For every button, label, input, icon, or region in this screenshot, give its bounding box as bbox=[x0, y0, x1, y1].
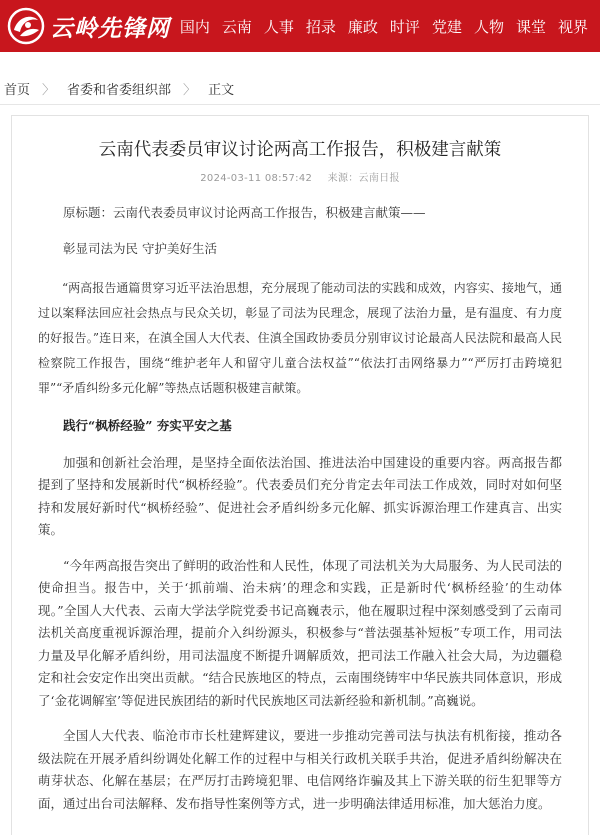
nav-item-commentary[interactable]: 时评 bbox=[389, 17, 420, 36]
article-body bbox=[38, 202, 562, 815]
article-paragraph: “今年两高报告突出了鲜明的政治性和人民性，体现了司法机关为大局服务、为人民司法的使命担当。报告中，关于‘抓前端、治未病’的理念和实践，正是新时代‘枫桥经验’的生动体现。”全国人大代表、云南大学法学院党委书记高巍表示，他在履职过程中深刻感受到了云南司法机关高度重视诉源治理，提前介入纠纷源头，积极参与“普法强基补短板”专项工作，用司法力量及早化解矛盾纠纷，用司法温度不断提升调解质效，把司法工作融入社会大局，为边疆稳定和社会安定作出突出贡献。“结合民族地区的特点，云南围绕铸牢中华民族共同体意识，形成了‘金花调解室’等促进民族团结的新时代民族地区司法新经验和新机制。”高巍说。 bbox=[38, 557, 562, 708]
article-subheading: 践行“枫桥经验” 夯实平安之基 bbox=[63, 418, 232, 433]
breadcrumb-section[interactable]: 省委和省委组织部 bbox=[67, 82, 172, 98]
breadcrumb bbox=[0, 72, 600, 105]
breadcrumb-home[interactable]: 首页 bbox=[4, 82, 31, 98]
article-paragraph: “两高报告通篇贯穿习近平法治思想，充分展现了能动司法的实践和成效，内容实、接地气，通过以案释法回应社会热点与民众关切，彰显了司法为民理念，展现了法治力量，是有温度、有力度的好报告。”连日来，在滇全国人大代表、住滇全国政协委员分别审议讨论最高人民法院和最高人民检察院工作报告，围绕“维护老年人和留守儿童合法权益”“依法打击网络暴力”“严厉打击跨境犯罪”“矛盾纠纷多元化解”等热点话题积极建言献策。 bbox=[38, 281, 562, 395]
main-nav bbox=[180, 0, 600, 52]
article-paragraph: 原标题：云南代表委员审议讨论两高工作报告，积极建言献策—— bbox=[63, 205, 426, 220]
article-container bbox=[11, 115, 589, 835]
logo-swirl-icon bbox=[6, 6, 46, 46]
nav-item-personnel[interactable]: 人事 bbox=[263, 17, 294, 36]
nav-item-party-building[interactable]: 党建 bbox=[431, 17, 462, 36]
article-paragraph: 全国人大代表、临沧市市长杜建辉建议，要进一步推动完善司法与执法有机衔接，推动各级法院在开展矛盾纠纷调处化解工作的过程中与相关行政机关联手共治，促进矛盾纠纷解决在萌芽状态、化解在基层；在严厉打击跨境犯罪、电信网络诈骗及其上下游关联的衍生犯罪等方面，通过出台司法解释、发布指导性案例等方式，进一步明确法律适用标准，加大惩治力度。 bbox=[38, 728, 562, 811]
breadcrumb-separator: 〉 bbox=[183, 82, 197, 98]
site-header bbox=[0, 0, 600, 52]
breadcrumb-current: 正文 bbox=[208, 82, 235, 98]
nav-item-domestic[interactable]: 国内 bbox=[179, 17, 210, 36]
site-logo[interactable] bbox=[0, 0, 180, 52]
nav-item-yunnan[interactable]: 云南 bbox=[221, 17, 252, 36]
nav-item-recruitment[interactable]: 招录 bbox=[305, 17, 336, 36]
site-name: 云岭先锋网 bbox=[50, 14, 170, 42]
article-source: 来源：云南日报 bbox=[327, 173, 400, 184]
breadcrumb-separator: 〉 bbox=[42, 82, 56, 98]
nav-item-classroom[interactable]: 课堂 bbox=[515, 17, 546, 36]
article-title: 云南代表委员审议讨论两高工作报告，积极建言献策 bbox=[98, 140, 502, 160]
article-paragraph: 彰显司法为民 守护美好生活 bbox=[63, 240, 217, 256]
nav-item-vision[interactable]: 视界 bbox=[557, 17, 588, 36]
nav-item-people[interactable]: 人物 bbox=[473, 17, 504, 36]
article-meta bbox=[38, 169, 562, 184]
article-paragraph: 加强和创新社会治理，是坚持全面依法治国、推进法治中国建设的重要内容。两高报告都提到了坚持和发展新时代“枫桥经验”。代表委员们充分肯定去年司法工作成效，同时对如何坚持和发展好新时代“枫桥经验”、促进社会矛盾纠纷多元化解、抓实诉源治理工作建真言、出实策。 bbox=[38, 454, 562, 537]
nav-item-integrity[interactable]: 廉政 bbox=[347, 17, 378, 36]
article-date: 2024-03-11 08:57:42 bbox=[200, 173, 313, 184]
